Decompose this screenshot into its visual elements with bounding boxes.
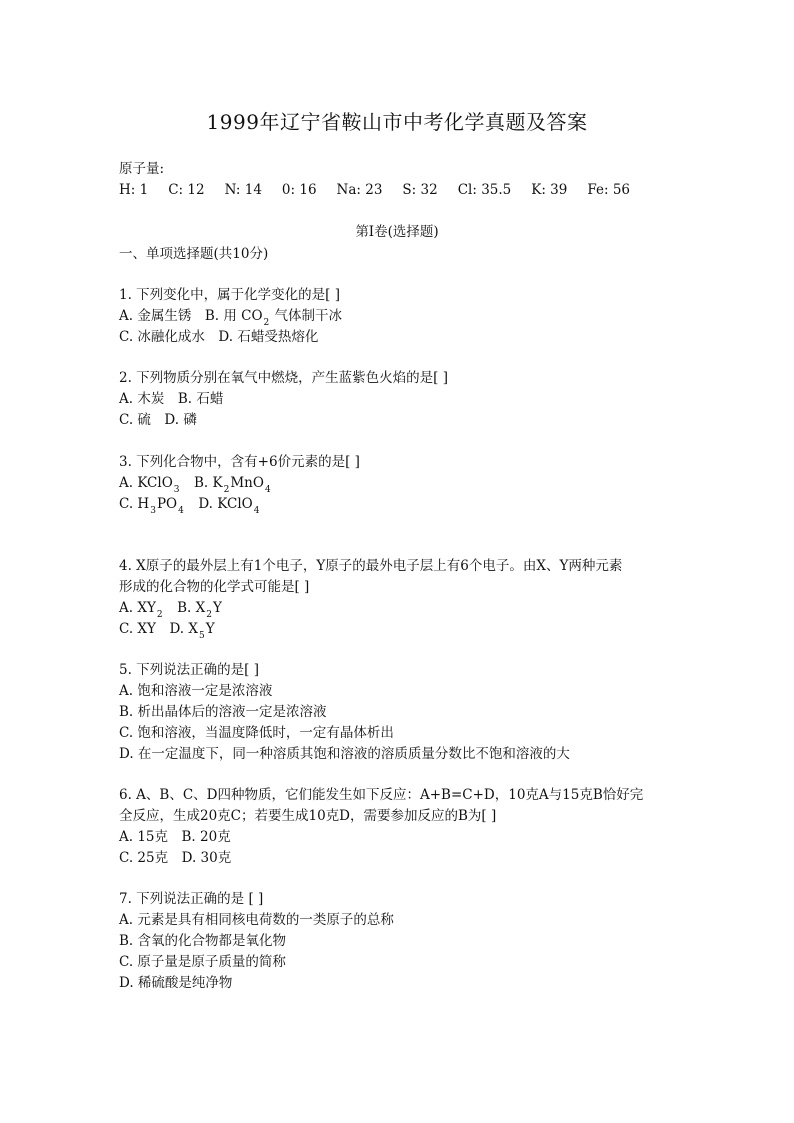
q4-stem-line2: 形成的化合物的化学式可能是[ ] — [119, 579, 310, 595]
atomic-mass-item: Cl: 35.5 — [457, 182, 512, 198]
atomic-mass-heading: 原子量: — [119, 161, 165, 177]
q6-stem-line2: 全反应，生成20克C；若要生成10克D，需要参加反应的B为[ ] — [119, 808, 497, 824]
subscript: 2 — [223, 485, 230, 495]
subscript: 3 — [150, 506, 156, 516]
q4-stem-line1: 4. X原子的最外层上有1个电子，Y原子的最外电子层上有6个电子。由X、Y两种元素 — [119, 558, 623, 574]
q1-options-cd: C. 冰融化成水 D. 石蜡受热熔化 — [119, 329, 319, 345]
page-title: 1999年辽宁省鞍山市中考化学真题及答案 — [206, 110, 588, 134]
q1-option-text: A. 金属生锈 B. 用 CO — [119, 308, 263, 324]
formula-text: Y — [212, 600, 222, 616]
q7-stem: 7. 下列说法正确的是 [ ] — [119, 891, 264, 907]
atomic-mass-item: 0: 16 — [281, 182, 317, 198]
subscript: 4 — [253, 506, 260, 516]
q3-options-cd — [119, 495, 260, 515]
q6-options-ab: A. 15克 B. 20克 — [119, 829, 231, 845]
subscript: 2 — [206, 610, 212, 620]
formula-text: A. KClO — [119, 475, 173, 491]
q2-options-cd: C. 硫 D. 磷 — [119, 412, 197, 428]
formula-text: D. KClO — [184, 496, 253, 512]
section-title: 第Ⅰ卷(选择题) — [355, 224, 439, 240]
formula-text: B. X — [163, 600, 206, 616]
atomic-mass-item: H: 1 — [119, 182, 149, 198]
q2-stem: 2. 下列物质分别在氧气中燃烧，产生蓝紫色火焰的是[ ] — [119, 370, 448, 386]
atomic-mass-list — [119, 181, 650, 199]
subscript: 4 — [178, 506, 184, 516]
atomic-mass-item: S: 32 — [402, 182, 438, 198]
formula-text: PO — [156, 496, 178, 512]
q4-options-ab — [119, 599, 222, 619]
q1-option-text: 气体制干冰 — [270, 308, 343, 324]
q5-option-a: A. 饱和溶液一定是浓溶液 — [119, 683, 273, 699]
atomic-mass-item: Fe: 56 — [587, 182, 630, 198]
q4-options-cd — [119, 620, 215, 640]
q3-options-ab — [119, 474, 272, 494]
q6-options-cd: C. 25克 D. 30克 — [119, 850, 232, 866]
q5-option-d: D. 在一定温度下，同一种溶质其饱和溶液的溶质质量分数比不饱和溶液的大 — [119, 746, 570, 762]
formula-text: C. H — [119, 496, 150, 512]
subscript: 2 — [156, 610, 163, 620]
formula-text: A. XY — [119, 600, 156, 616]
part-heading: 一、单项选择题(共10分) — [119, 246, 269, 262]
q5-stem: 5. 下列说法正确的是[ ] — [119, 662, 259, 678]
subscript: 3 — [173, 485, 180, 495]
subscript: 5 — [199, 631, 205, 641]
formula-text: B. K — [180, 475, 223, 491]
subscript: 4 — [264, 485, 271, 495]
q6-stem-line1: 6. A、B、C、D四种物质，它们能发生如下反应：A+B=C+D，10克A与15克B恰好完 — [119, 787, 644, 803]
q7-option-a: A. 元素是具有相同核电荷数的一类原子的总称 — [119, 912, 394, 928]
q7-option-c: C. 原子量是原子质量的简称 — [119, 954, 286, 970]
formula-text: C. XY D. X — [119, 621, 198, 637]
subscript: 2 — [263, 318, 270, 328]
q2-options-ab: A. 木炭 B. 石蜡 — [119, 391, 224, 407]
atomic-mass-item: N: 14 — [224, 182, 262, 198]
atomic-mass-item: C: 12 — [168, 182, 205, 198]
formula-text: Y — [205, 621, 215, 637]
q5-option-c: C. 饱和溶液，当温度降低时，一定有晶体析出 — [119, 725, 394, 741]
q1-stem: 1. 下列变化中，属于化学变化的是[ ] — [119, 287, 340, 303]
atomic-mass-item: Na: 23 — [336, 182, 383, 198]
formula-text: MnO — [230, 475, 264, 491]
atomic-mass-item: K: 39 — [531, 182, 568, 198]
q5-option-b: B. 析出晶体后的溶液一定是浓溶液 — [119, 704, 327, 720]
q3-stem: 3. 下列化合物中，含有+6价元素的是[ ] — [119, 454, 360, 470]
q1-options-ab — [119, 307, 342, 327]
q7-option-d: D. 稀硫酸是纯净物 — [119, 975, 233, 991]
q7-option-b: B. 含氧的化合物都是氧化物 — [119, 933, 287, 949]
